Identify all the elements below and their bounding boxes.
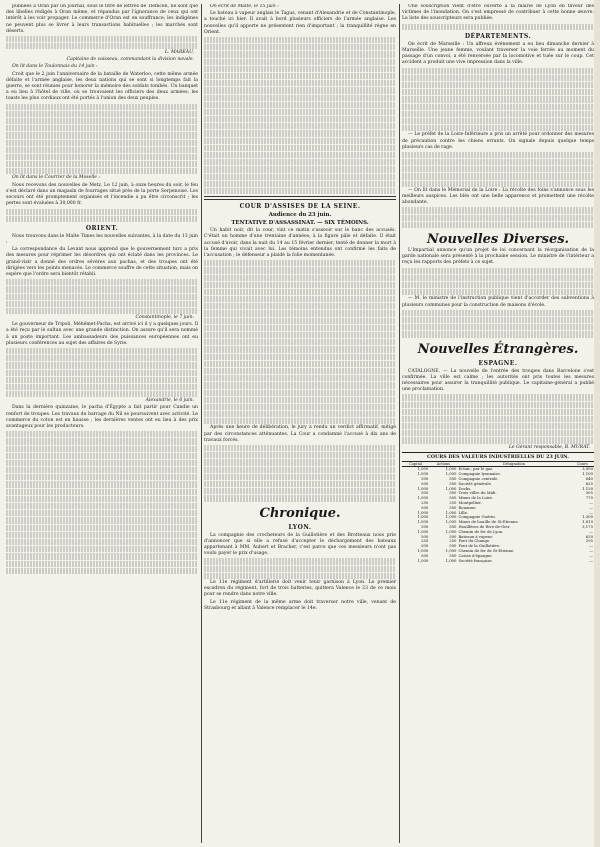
toulon-heading: On lit dans le Toulonnais du 14 juin : [12, 64, 98, 70]
table-cell: 500 [449, 491, 457, 496]
col1-text-line [6, 561, 198, 567]
page-edge [594, 0, 600, 847]
constantinople-text: Le gouverneur de Tripoli, Méhémet-Pacha, est arrivé ici il y a quelques jours. Il a été reçu par le sultan avec une grande distinction. On assure qu'il sera nommé à un poste important. Les ambassadeurs des puissances européennes ont eu plusieurs conférences au sujet des affaires de Syrie. [6, 322, 198, 346]
col2-text-line [204, 73, 396, 79]
table-cell: Trois villes du Midi. [458, 491, 497, 496]
departements-heading: DÉPARTEMENTS. [464, 32, 532, 40]
dateline-alexandrie: Alexandrie, le 6 juin. [145, 398, 194, 404]
col3-text-line [402, 215, 594, 221]
col2-text-line [204, 260, 396, 266]
table-cell: 500 [421, 525, 429, 530]
table-cell: 505 [585, 491, 593, 496]
departements-text: On écrit de Marseille : Un affreux événement a eu lieu dimanche dernier à Marseille. Une jeune femme, voulant traverser la voie ferrée au moment du passage d'un convoi, a été renversée par la locomotive et tuée sur le coup. Cet accident a produit une vive impression dans la ville. [402, 41, 594, 66]
col2-text-line [204, 404, 396, 410]
espagne-text: CATALOGNE. — La nouvelle de l'entrée des troupes dans Barcelone s'est confirmée. La ville est calme ; les autorités ont pris toutes les mesures nécessaires pour assurer la tranquillité publique. Le capitaine-général a publié une proclamation. [402, 368, 594, 393]
col2-text-line [204, 397, 396, 403]
col2-text-line [204, 467, 396, 473]
table-cell: 3,175 [582, 525, 593, 530]
col1-text-line [6, 496, 198, 502]
table-cell: Pont du Change. [458, 539, 491, 544]
table-cell: 1,000 [417, 529, 429, 534]
table-cell: 500 [449, 544, 457, 549]
col3-text-line [402, 317, 594, 323]
col1-text-line [6, 362, 198, 368]
col2-text-line [204, 51, 396, 57]
col2-text-line [204, 174, 396, 180]
table-cell: 500 [449, 525, 457, 530]
table-cell: 1,000 [445, 515, 457, 520]
table-cell: Société française. [458, 558, 493, 563]
table-cell: 1,300 [582, 515, 593, 520]
col2-text-line [204, 275, 396, 281]
col3-text-line [402, 118, 594, 124]
table-cell: 500 [421, 481, 429, 486]
col1-text-line [6, 355, 198, 361]
col2-text-line [204, 558, 396, 564]
col2-text-line [204, 566, 396, 572]
col3-text-line [402, 159, 594, 165]
courrier-text: Nous recevons des nouvelles de Metz. Le 12 juin, à onze heures du soir, le feu s'est déclaré dans un magasin de fourrages situé près de la porte Serpenoise. Les secours ont été promptement organisés et l'incendie a pu être circonscrit ; les pertes sont évaluées à 30,000 fr. [6, 182, 198, 207]
departements-text-3: — On lit dans le Mémorial de la Loire : La récolte des foins s'annonce sous les meilleurs auspices. Les blés ont une belle apparence et promettent une récolte abondante. [402, 187, 594, 206]
col1-text-line [6, 209, 198, 215]
col2-text-line [204, 102, 396, 108]
nouvelles-text-2: — M. le ministre de l'instruction publique vient d'accorder des subventions à plusieurs communes pour la construction de maisons d'école. [402, 296, 594, 308]
table-cell: 1,000 [417, 466, 429, 472]
table-cell: 1,000 [445, 520, 457, 525]
valeurs-table-title: COURS DES VALEURS INDUSTRIELLES DU 23 JUIN. [402, 452, 594, 460]
table-cell: 500 [449, 477, 457, 482]
table-cell: 640 [585, 477, 593, 482]
col1-text-line [6, 453, 198, 459]
table-cell: 1,000 [417, 496, 429, 501]
table-cell: 500 [421, 544, 429, 549]
col3-text-line [402, 181, 594, 187]
orient-heading: ORIENT. [85, 224, 119, 232]
col1-text-line [6, 391, 198, 397]
lyon-text: La compagnie des crocheteurs de la Guillotière et des Brotteaux nous prie d'annoncer que si elle a refusé d'accepter le déchargement des bateaux appartenant à MM. Aubert et Bracher, c'est parce que ces messieurs n'ont pas voulu payer le prix d'usage. [204, 532, 396, 557]
col3-text-line [402, 125, 594, 131]
col1-text-line [6, 446, 198, 452]
table-cell: — [589, 505, 593, 510]
table-cell: 1,810 [582, 520, 593, 525]
column-1 [6, 4, 198, 843]
table-cell: 500 [421, 491, 429, 496]
col3-text-line [402, 222, 594, 228]
col1-text-line [6, 384, 198, 390]
col1-text-line [6, 301, 198, 307]
table-header-cell: Capital [402, 461, 429, 467]
col3-text-line [402, 324, 594, 330]
col3-text-line [402, 104, 594, 110]
col1-text-line [6, 294, 198, 300]
col3-text-line [402, 207, 594, 213]
col1-text-line [6, 503, 198, 509]
col1-text-line [6, 510, 198, 516]
alexandrie-text: Dans la dernière quinzaine, le pacha d'Égypte a fait partir pour Candie un renfort de troupes. Les travaux du barrage du Nil se poursuivent avec activité. Le commerce du coton est en hausse ; les dernières ventes ont eu lieu à des prix avantageux pour les producteurs. [6, 405, 198, 429]
col2-text-line [204, 382, 396, 388]
column-divider [399, 4, 400, 843]
col1-text-line [6, 467, 198, 473]
col2-text-line [204, 44, 396, 50]
table-cell: Compagnie lyonnaise. [458, 472, 501, 477]
cour-date: Audience du 23 juin. [268, 212, 332, 219]
table-cell: Pont de la Guillotière. [458, 544, 501, 549]
table-cell: 1,000 [445, 466, 457, 472]
col1-text-line [6, 111, 198, 117]
col3-text-line [402, 402, 594, 408]
dateline-constantinople: Constantinople, le 7 juin. [135, 315, 194, 321]
col1-text-line [6, 104, 198, 110]
table-cell: 770 [585, 496, 593, 501]
cour-text: Un habit noir, dit la cour, vint ce matin s'asseoir sur le banc des accusés. C'était un homme d'une trentaine d'années, à la figure pâle et défaite. Il était accusé d'avoir, dans la nuit du 14 au 15 février dernier, tenté de donner la mort à la femme qui vivait avec lui. Les témoins entendus ont confirmé les faits de l'accusation ; le défenseur a plaidé la folie momentanée. [204, 228, 396, 258]
col2-text-line [204, 474, 396, 480]
col1-text-line [6, 43, 198, 49]
table-cell: 500 [421, 505, 429, 510]
malte-text: Le bateau à vapeur anglais le Tagus, venant d'Alexandrie et de Constantinople, a touché ici hier. Il avait à bord plusieurs officiers de l'armée anglaise. Les nouvelles qu'il apporte ne présentent rien d'important ; la tranquillité règne en Orient. [204, 11, 396, 35]
table-cell: Compagnie centrale. [458, 477, 499, 482]
col2-text-line [204, 66, 396, 72]
col2-text-line [204, 109, 396, 115]
table-cell: 1,000 [445, 510, 457, 515]
col1-text-line [6, 546, 198, 552]
signature-name: L. MAREAU, [164, 50, 194, 56]
col2-text-line [204, 418, 396, 424]
col2-text-line [204, 445, 396, 451]
col2-text-line [204, 346, 396, 352]
col1-text-line [6, 348, 198, 354]
table-cell: Société générale. [458, 481, 493, 486]
table-cell: Caisse d'épargne. [458, 553, 493, 558]
table-cell: Bateaux à vapeur. [458, 534, 493, 539]
table-cell: 500 [421, 477, 429, 482]
table-cell: 3,000 [582, 466, 593, 472]
cour-subheading: TENTATIVE D'ASSASSINAT. — SIX TÉMOINS. [231, 220, 369, 227]
col1-text-line [6, 140, 198, 146]
lyon-heading: LYON. [288, 523, 312, 531]
table-row [402, 559, 594, 564]
table-cell: 1,000 [445, 486, 457, 491]
col3-text-line [402, 310, 594, 316]
table-cell: Montpellier. [458, 501, 482, 506]
table-cell: 1,000 [417, 558, 429, 563]
col2-text-line [204, 296, 396, 302]
col3-top-text: Une souscription vient d'être ouverte à la mairie de Lyon en faveur des victimes de l'inondation. On s'est empressé de contribuer à cette bonne œuvre. La liste des souscripteurs sera publiée. [402, 4, 594, 22]
col3-text-line [402, 82, 594, 88]
table-cell: 1,000 [445, 549, 457, 553]
table-cell: 250 [449, 501, 457, 506]
table-cell: — [589, 553, 593, 558]
col2-text-line [204, 488, 396, 494]
col2-text-line [204, 354, 396, 360]
table-cell: Chemin de fer de Lyon. [458, 529, 504, 534]
col1-text-line [6, 118, 198, 124]
col2-text-line [204, 159, 396, 165]
col2-text-line [204, 87, 396, 93]
table-cell: 1,000 [417, 549, 429, 553]
col3-text-line [402, 89, 594, 95]
col2-text-line [204, 325, 396, 331]
col2-text-line [204, 37, 396, 43]
chronique-heading: Chronique. [259, 505, 341, 521]
orient-intro: Nous trouvons dans le Malte Times les nouvelles suivantes, à la date du 13 juin : [6, 233, 198, 246]
col3-text-line [402, 423, 594, 429]
col2-text-line [204, 390, 396, 396]
col1-text-line [6, 431, 198, 437]
col1-text-line [6, 525, 198, 531]
col2-text-line [204, 332, 396, 338]
col1-text-line [6, 438, 198, 444]
col1-text-line [6, 132, 198, 138]
signature-title: Capitaine de vaisseau, commandant la division navale. [66, 57, 194, 63]
espagne-heading: ESPAGNE. [478, 359, 518, 367]
col2-text-line [204, 303, 396, 309]
table-cell: 1,000 [417, 510, 429, 515]
table-cell: 500 [421, 553, 429, 558]
table-cell: Mines de la Loire. [458, 496, 494, 501]
table-cell: 1,100 [582, 472, 593, 477]
table-cell: 1,000 [417, 515, 429, 520]
lyon-text-3: Le 11e régiment de la même arme doit traverser notre ville, venant de Strasbourg et allant à Valence remplacer le 14e. [204, 599, 396, 611]
col2-text-line [204, 411, 396, 417]
table-cell: 500 [449, 496, 457, 501]
table-cell: 620 [585, 534, 593, 539]
col3-text-line [402, 111, 594, 117]
table-cell: Compagnie Guérin. [458, 515, 496, 520]
nouvelles-text: L'Impartial annonce qu'un projet de loi concernant la réorganisation de la garde nationale sera présenté à la prochaine session. Le ministre de l'intérieur a reçu les rapports des préfets à ce sujet. [402, 248, 594, 266]
col2-text-line [204, 123, 396, 129]
table-cell: Docks. [458, 486, 472, 491]
col3-text-line [402, 282, 594, 288]
gerant-signature: Le Gérant responsable, B. MURAT. [508, 444, 590, 450]
col3-text-line [402, 173, 594, 179]
col2-text-line [204, 310, 396, 316]
col3-text-line [402, 430, 594, 436]
table-cell: 295 [585, 539, 593, 544]
col1-text-line [6, 147, 198, 153]
col3-text-line [402, 409, 594, 415]
col1-text-line [6, 286, 198, 292]
table-cell: Chemin de fer de St-Étienne. [458, 549, 515, 553]
col3-text-line [402, 152, 594, 158]
cour-text-2: Après une heure de délibération, le jury a rendu un verdict affirmatif, mitigé par des circonstances atténuantes. La Cour a condamné l'accusé à dix ans de travaux forcés. [204, 425, 396, 443]
col1-text-line [6, 489, 198, 495]
table-cell: Mines de houille de St-Étienne. [458, 520, 519, 525]
table-cell: — [589, 558, 593, 563]
col2-text-line [204, 267, 396, 273]
orient-text: La correspondance du Levant nous apprend que le gouvernement turc a pris des mesures pour réprimer les désordres qui ont éclaté dans les provinces. Le grand-vizir a donné des ordres sévères aux pachas, et des troupes ont été dirigées vers les points menacés. Le commerce souffre de cette situation, mais on espère que l'ordre sera bientôt rétabli. [6, 247, 198, 278]
col2-text-line [204, 80, 396, 86]
table-cell: 500 [449, 553, 457, 558]
col2-text-line [204, 318, 396, 324]
col1-text-line [6, 125, 198, 131]
table-cell: Éclair., par le gaz. [458, 466, 494, 472]
courrier-heading: On lit dans le Courrier de la Moselle : [12, 175, 101, 181]
col1-text-line [6, 568, 198, 574]
col1-text-line [6, 474, 198, 480]
table-cell: 1,000 [417, 486, 429, 491]
col2-text-line [204, 138, 396, 144]
col3-text-line [402, 268, 594, 274]
col1-text-line [6, 460, 198, 466]
valeurs-table-body [402, 467, 594, 563]
valeurs-table [402, 461, 594, 564]
table-cell: Rouanne. [458, 505, 477, 510]
table-header-cell: Désignation [457, 461, 570, 467]
col3-text-line [402, 416, 594, 422]
table-cell: 500 [449, 505, 457, 510]
table-cell: — [589, 549, 593, 553]
table-cell: Lille. [458, 510, 469, 515]
col2-text-line [204, 368, 396, 374]
col2-text-line [204, 481, 396, 487]
table-cell: 1,000 [417, 472, 429, 477]
col1-text-line [6, 36, 198, 42]
col1-text-line [6, 216, 198, 222]
column-3 [402, 4, 594, 843]
col2-text-line [204, 116, 396, 122]
col1-text-line [6, 532, 198, 538]
col3-text-line [402, 166, 594, 172]
table-cell: 500 [449, 481, 457, 486]
malte-dateline: On écrit de Malte, le 15 juin : [210, 4, 279, 9]
col1-text-line [6, 370, 198, 376]
table-cell: 625 [585, 481, 593, 486]
table-cell: — [589, 529, 593, 534]
cour-assises-heading: COUR D'ASSISES DE LA SEINE. [239, 203, 361, 211]
col1-text-line [6, 161, 198, 167]
table-cell: 1,000 [445, 558, 457, 563]
col2-text-line [204, 181, 396, 187]
toulon-text: Croit que le 2 juin l'anniversaire de la bataille de Waterloo, cette même armée défaite et l'armée anglaise, les deux nations qui se sont si longtemps fait la guerre, se sont réunies pour honorer la mémoire des soldats tombés. Un banquet a eu lieu à l'hôtel de ville, où se trouvaient les officiers des deux armées; les toasts les plus cordiaux ont été portés à l'union des deux peuples. [6, 71, 198, 102]
col2-text-line [204, 166, 396, 172]
nouvelles-diverses-heading: Nouvelles Diverses. [426, 232, 570, 248]
table-cell: — [589, 510, 593, 515]
col2-text-line [204, 452, 396, 458]
col3-text-line [402, 289, 594, 295]
col2-text-line [204, 188, 396, 194]
column-2 [204, 4, 396, 843]
table-cell: Houillères de Rive-de-Gier. [458, 525, 511, 530]
col2-text-line [204, 282, 396, 288]
column-divider [201, 4, 202, 843]
table-cell: 250 [421, 539, 429, 544]
col3-text-line [402, 331, 594, 337]
table-cell: — [589, 501, 593, 506]
col1-text-line [6, 168, 198, 174]
col1-text-line [6, 279, 198, 285]
table-cell: 1,000 [445, 529, 457, 534]
table-cell: — [589, 544, 593, 549]
table-cell: 1,150 [582, 486, 593, 491]
col1-text-line [6, 154, 198, 160]
col2-text-line [204, 339, 396, 345]
col1-text-line [6, 553, 198, 559]
col2-text-line [204, 495, 396, 501]
col3-text-line [402, 75, 594, 81]
table-cell: 250 [449, 539, 457, 544]
col1-text-line [6, 308, 198, 314]
table-cell: 1,000 [417, 520, 429, 525]
col2-text-line [204, 152, 396, 158]
col2-text-line [204, 375, 396, 381]
col3-text-line [402, 437, 594, 443]
col2-text-line [204, 130, 396, 136]
col2-text-line [204, 95, 396, 101]
table-cell: 500 [421, 534, 429, 539]
table-cell: 1,000 [445, 472, 457, 477]
table-cell: 500 [449, 534, 457, 539]
col2-text-line [204, 459, 396, 465]
col3-text-line [402, 68, 594, 74]
col2-text-line [204, 289, 396, 295]
col3-text-line [402, 24, 594, 30]
col2-text-line [204, 145, 396, 151]
nouvelles-etrangeres-heading: Nouvelles Étrangères. [417, 341, 579, 357]
col2-text-line [204, 361, 396, 367]
col1-top-text: publiées à Oran par un journal, sous le titre de lettres de Tlemcen, ne sont que des libelles rédigés à Oran même, et répandus par l'ignorance de ceux qui ont intérêt à les voir propager. Le commerce d'Oran est en souffrance; les indigènes ne peuvent plus se livrer à leurs transactions habituelles ; les marchés sont déserts. [6, 4, 198, 34]
col2-text-line [204, 573, 396, 579]
col1-text-line [6, 517, 198, 523]
col1-text-line [6, 539, 198, 545]
section-rule [204, 196, 396, 200]
table-cell: 250 [421, 501, 429, 506]
col3-text-line [402, 96, 594, 102]
col3-text-line [402, 394, 594, 400]
table-header-cell: Actions [429, 461, 457, 467]
col1-text-line [6, 481, 198, 487]
col3-text-line [402, 275, 594, 281]
lyon-text-2: Le 11e régiment d'artillerie doit venir tenir garnison à Lyon. Le premier escadron du régiment, fort de trois batteries, quittera Valence le 23 de ce mois pour se rendre dans notre ville. [204, 579, 396, 598]
departements-text-2: — Le préfet de la Loire-Inférieure a pris un arrêté pour ordonner des mesures de précaution contre les chiens errants. On signale depuis quelque temps plusieurs cas de rage. [402, 132, 594, 150]
col2-text-line [204, 59, 396, 65]
table-header-cell: Cours [571, 461, 594, 467]
col1-text-line [6, 377, 198, 383]
